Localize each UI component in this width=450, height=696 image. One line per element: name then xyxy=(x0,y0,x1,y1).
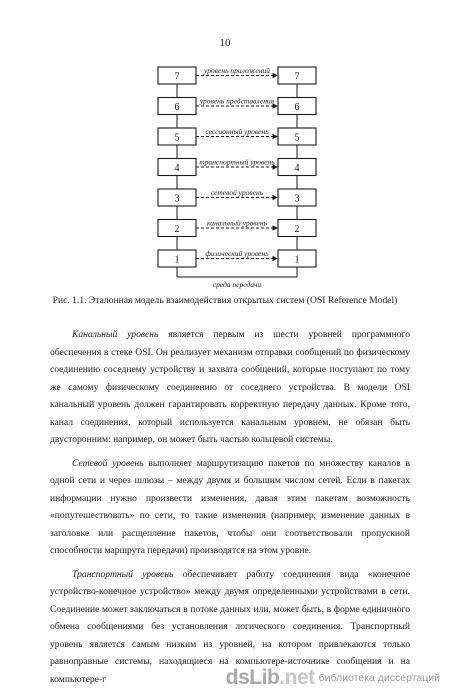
paragraph-text: выполняет маршрутизацию пакетов по множеству каналов в одной сети и через шлюзы – между двумя и большим числом сетей. Если в пакетах информации нужно произвести изменения, давая этим пакетам возможность «попутешествовать» по сети, то такие изменения (например, изменение данных в заголовке или расщепление пакетов, чтобы они соответствовали пропускной способности маршрута передачи) производятся на этом уровне. xyxy=(50,457,410,556)
figure-caption: Рис. 1.1. Эталонная модель взаимодействия открытых систем (OSI Reference Model) xyxy=(52,295,398,306)
layer-number-right: 3 xyxy=(294,193,300,205)
layer-name-label: уровень представления xyxy=(199,96,275,106)
layer-name-label: физический уровень xyxy=(205,249,269,258)
layer-number-right: 4 xyxy=(294,163,300,174)
transmission-medium-label: среда передачи xyxy=(212,280,262,289)
layer-name-label: сессионный уровень xyxy=(205,127,269,136)
watermark-subtitle: библиотека диссертаций xyxy=(318,672,440,684)
layer-number-left: 3 xyxy=(174,193,180,205)
layer-name-label: канальный уровень xyxy=(206,218,268,228)
layer-number-right: 1 xyxy=(294,254,300,266)
layer-name-label: уровень приложений xyxy=(204,66,270,75)
layer-number-left: 7 xyxy=(174,71,180,83)
term-transport: Транспортный уровень xyxy=(72,568,174,580)
body-text xyxy=(50,326,410,694)
layer-number-right: 6 xyxy=(294,102,300,113)
term-data-link: Канальный уровень xyxy=(72,329,159,340)
layer-name-label: транспортный уровень xyxy=(199,157,275,167)
site-watermark xyxy=(226,666,440,690)
layer-number-left: 5 xyxy=(174,132,180,144)
page-number: 10 xyxy=(219,37,231,49)
paragraph-text: обеспечивает работу соединения вида «конечное устройство-конечное устройство» между двумя определенными устройствами в сети. Соединение может заключаться в потоке данных или, может быть, в форме единичного обмена сообщениями без установления логического соединения. Транспортный уровень является самым низким из уровней, на котором привлекаются только равноправные системы, находящиеся на компьютере-источнике сообщения и на компьютере-г xyxy=(50,568,410,685)
layer-number-left: 4 xyxy=(174,163,180,174)
layer-number-left: 1 xyxy=(174,254,180,266)
layer-number-left: 2 xyxy=(174,224,180,235)
osi-model-diagram xyxy=(0,0,450,290)
layer-number-right: 7 xyxy=(294,71,300,83)
paragraph-text: является первым из шести уровней программного обеспечения в стеке OSI. Он реализует механизм отправки сообщений по физическому соединению соседнему устройству и захвата сообщений, которые поступают по тому же самому физическому соединению от соседнего устройства. В модели OSI канальный уровень должен гарантировать корректную передачу данных. Кроме того, канал соединения, который используется канальным уровнем, не обязан быть двусторонним: например, он может быть частью кольцевой системы. xyxy=(50,329,411,445)
term-network: Сетевой уровень xyxy=(72,457,144,469)
watermark-logo: dsLib.net xyxy=(225,666,315,689)
layer-number-left: 6 xyxy=(174,102,180,113)
layer-name-label: сетевой уровень xyxy=(210,188,264,197)
layer-number-right: 2 xyxy=(294,224,300,235)
layer-number-right: 5 xyxy=(294,132,300,144)
paragraph-network xyxy=(50,455,410,560)
paragraph-data-link xyxy=(50,326,410,449)
